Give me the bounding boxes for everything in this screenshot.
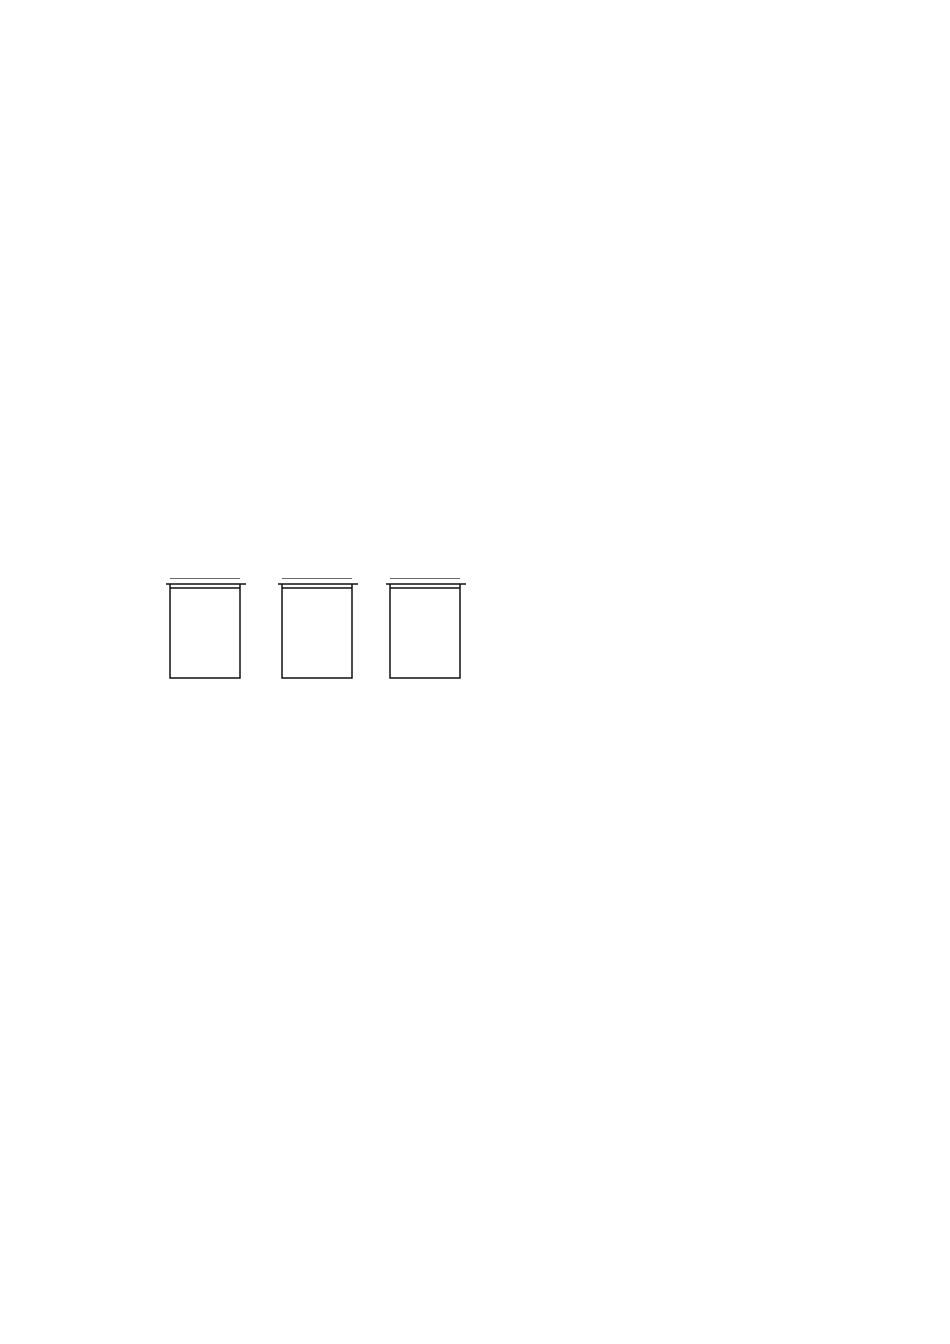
beaker-jia <box>166 578 246 678</box>
beaker-bing <box>386 578 466 678</box>
beaker-jia-outline <box>166 584 246 678</box>
beaker-yi-outline <box>278 584 358 678</box>
beaker-yi <box>278 578 358 678</box>
beaker-bing-outline <box>386 584 466 678</box>
beakers-figure <box>160 578 480 718</box>
